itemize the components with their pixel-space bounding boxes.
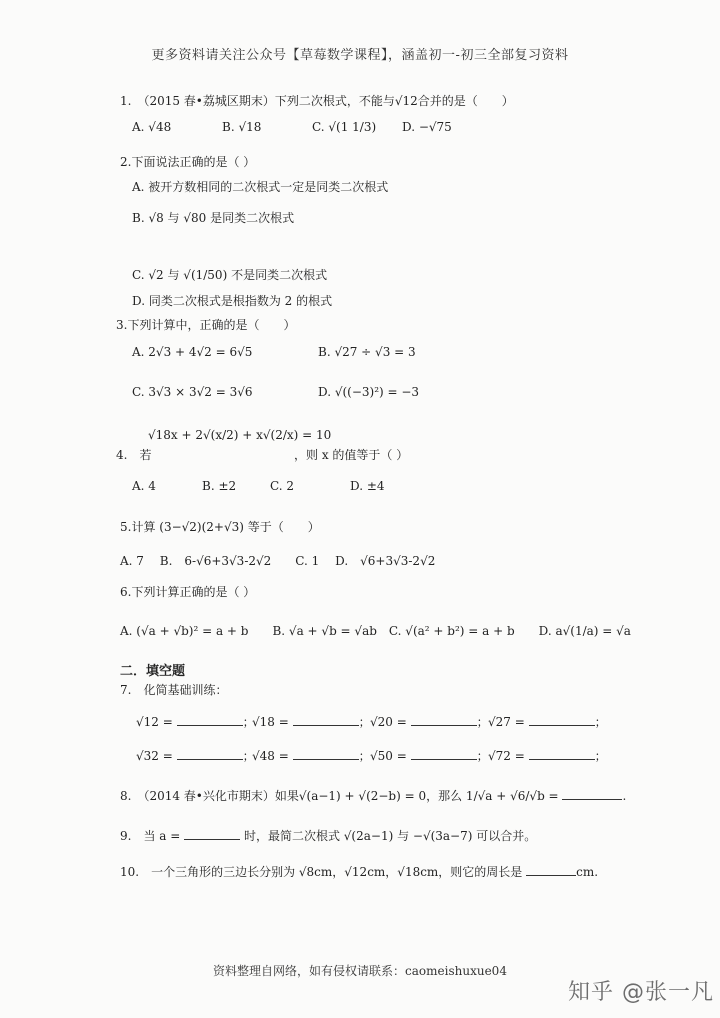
watermark: 知乎 @张一凡	[568, 980, 714, 1005]
q7-item	[370, 713, 489, 730]
q7-expr: √32 =	[136, 749, 173, 763]
q4-equation: √18x + 2√(x/2) + x√(2/x) = 10	[148, 428, 332, 442]
answer-blank[interactable]	[293, 747, 359, 760]
q6-options: A. (√a + √b)² = a + b B. √a + √b = √ab C. √(a² + b²) = a + b D. a√(1/a) = √a	[120, 624, 631, 638]
q9-text-end: 时，最简二次根式 √(2a−1) 与 −√(3a−7) 可以合并。	[243, 829, 537, 843]
separator: ；	[242, 749, 255, 763]
q4-option-b: B. ±2	[202, 479, 237, 493]
page-header: 更多资料请关注公众号【草莓数学课程】，涵盖初一-初三全部复习资料	[151, 48, 569, 63]
q4-stem-end: ，则 x 的值等于（ ）	[294, 448, 409, 462]
q5-stem: 5.计算 (3−√2)(2+√3) 等于（ ）	[120, 520, 320, 534]
q1-option-a: A. √48	[132, 120, 172, 134]
q2-option-a: A. 被开方数相同的二次根式一定是同类二次根式	[132, 180, 389, 194]
q7-expr: √20 =	[370, 715, 407, 729]
q6-stem: 6.下列计算正确的是（ ）	[120, 585, 256, 599]
q3-stem: 3.下列计算中，正确的是（ ）	[116, 318, 296, 332]
q2-stem: 2.下面说法正确的是（ ）	[120, 155, 256, 169]
q3-option-a: A. 2√3 + 4√2 = 6√5	[132, 345, 253, 359]
q1-stem: 1. （2015 春•荔城区期末）下列二次根式，不能与√12合并的是（ ）	[120, 94, 514, 108]
separator: ；	[358, 715, 371, 729]
q4-stem-start: 4. 若	[116, 448, 152, 462]
separator: ；	[594, 715, 607, 729]
q7-item	[488, 713, 607, 730]
answer-blank[interactable]	[411, 747, 477, 760]
q5-options: A. 7 B. 6-√6+3√3-2√2 C. 1 D. √6+3√3-2√2	[120, 554, 436, 568]
q4-option-a: A. 4	[132, 479, 156, 493]
answer-blank[interactable]	[293, 713, 359, 726]
separator: ；	[242, 715, 255, 729]
q7-item	[488, 747, 607, 764]
q10-text-start: 10. 一个三角形的三边长分别为 √8cm，√12cm，√18cm，则它的周长是	[120, 865, 523, 879]
q3-option-b: B. √27 ÷ √3 = 3	[318, 345, 416, 359]
page-footer: 资料整理自网络，如有侵权请联系：caomeishuxue04	[213, 964, 507, 978]
separator: ；	[476, 715, 489, 729]
q2-option-c: C. √2 与 √(1/50) 不是同类二次根式	[132, 268, 328, 282]
q4-option-c: C. 2	[270, 479, 295, 493]
q1-option-d: D. −√75	[402, 120, 452, 134]
q7-stem: 7. 化简基础训练：	[120, 683, 228, 697]
q7-expr: √27 =	[488, 715, 525, 729]
q2-option-b: B. √8 与 √80 是同类二次根式	[132, 211, 295, 225]
q4-option-d: D. ±4	[350, 479, 385, 493]
q9-stem	[120, 827, 536, 844]
q3-option-c: C. 3√3 × 3√2 = 3√6	[132, 385, 253, 399]
q7-expr: √18 =	[252, 715, 289, 729]
answer-blank[interactable]	[526, 863, 576, 876]
answer-blank[interactable]	[562, 787, 622, 800]
q1-option-b: B. √18	[222, 120, 262, 134]
answer-blank[interactable]	[177, 747, 243, 760]
separator: ；	[358, 749, 371, 763]
q7-expr: √48 =	[252, 749, 289, 763]
q7-item	[370, 747, 489, 764]
q10-unit: cm.	[576, 865, 599, 879]
q8-stem	[120, 787, 626, 804]
answer-blank[interactable]	[411, 713, 477, 726]
q7-expr: √50 =	[370, 749, 407, 763]
q8-period: .	[622, 789, 627, 803]
answer-blank[interactable]	[529, 747, 595, 760]
q7-expr: √72 =	[488, 749, 525, 763]
q7-item	[252, 747, 371, 764]
q2-option-d: D. 同类二次根式是根指数为 2 的根式	[132, 294, 333, 308]
answer-blank[interactable]	[184, 827, 240, 840]
q3-option-d: D. √((−3)²) = −3	[318, 385, 420, 399]
q7-item	[136, 747, 255, 764]
q7-item	[252, 713, 371, 730]
answer-blank[interactable]	[529, 713, 595, 726]
q1-option-c: C. √(1 1/3)	[312, 120, 377, 134]
q10-stem	[120, 863, 598, 880]
separator: ；	[594, 749, 607, 763]
q9-text-start: 9. 当 a =	[120, 829, 181, 843]
q8-text: 8. （2014 春•兴化市期末）如果√(a−1) + √(2−b) = 0，那么 1/√a + √6/√b =	[120, 789, 559, 803]
q7-expr: √12 =	[136, 715, 173, 729]
answer-blank[interactable]	[177, 713, 243, 726]
q7-item	[136, 713, 255, 730]
section-title: 二．填空题	[120, 664, 186, 679]
separator: ；	[476, 749, 489, 763]
